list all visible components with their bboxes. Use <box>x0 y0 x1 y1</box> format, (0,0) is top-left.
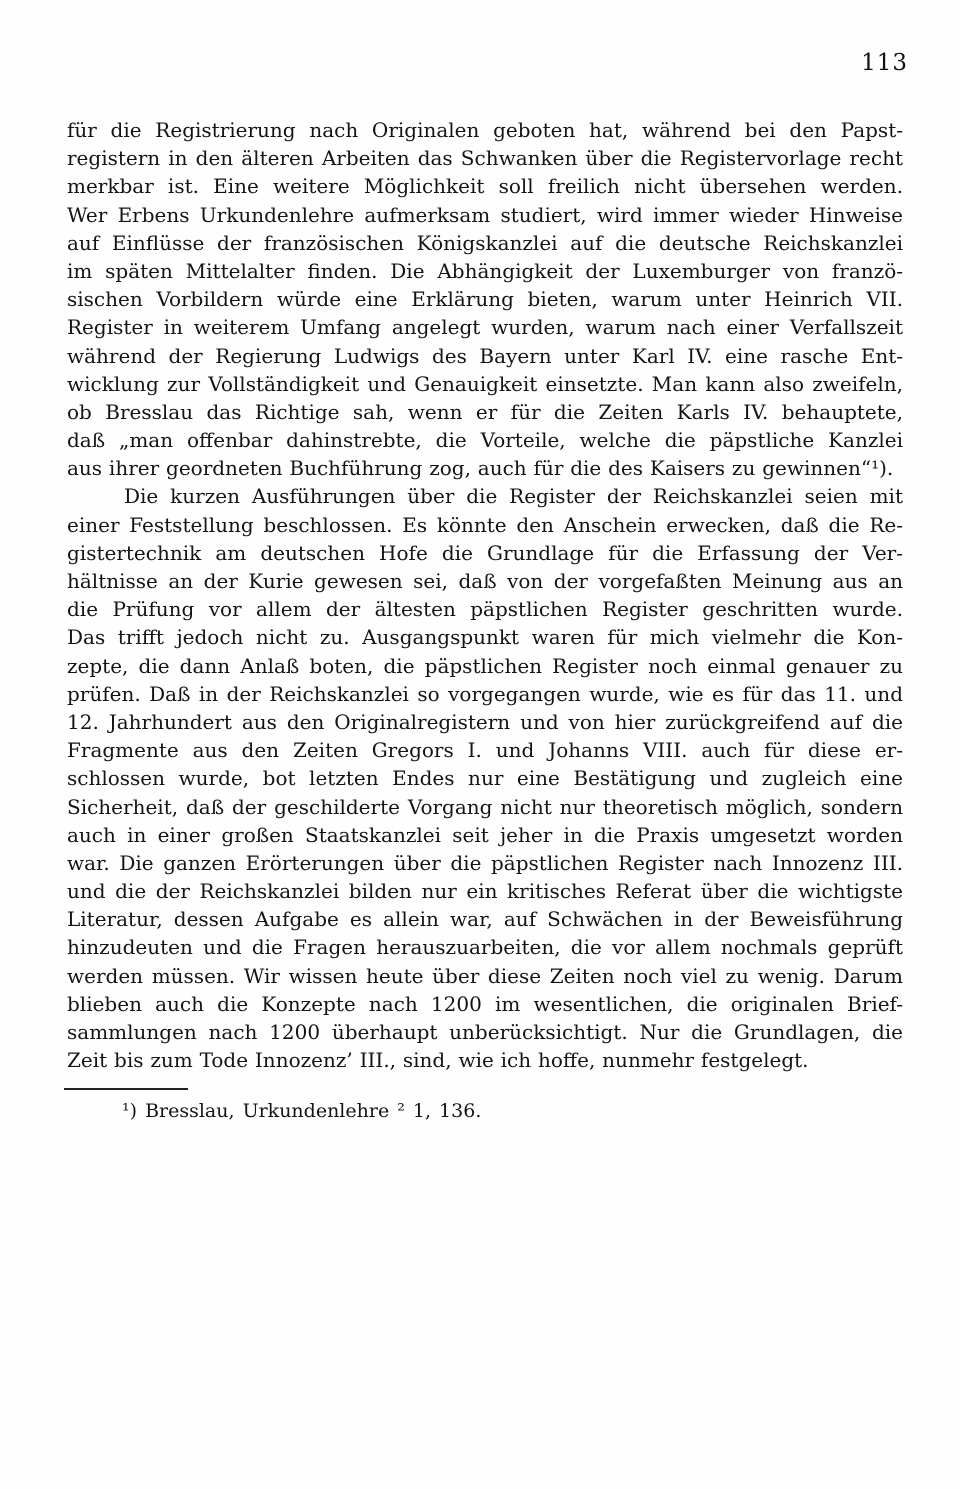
text-line: Sicherheit, daß der geschilderte Vorgang nicht nur theoretisch möglich, sondern <box>67 794 903 819</box>
text-line: 12. Jahrhundert aus den Originalregistern und von hier zurückgreifend auf die <box>67 709 903 734</box>
text-line: Literatur, dessen Aufgabe es allein war, auf Schwächen in der Beweisführung <box>67 907 903 932</box>
text-line: auf Einflüsse der französischen Königskanzlei auf die deutsche Reichskanzlei <box>67 230 903 255</box>
body-text <box>67 116 903 1074</box>
text-line: hinzudeuten und die Fragen herauszuarbeiten, die vor allem nochmals geprüft <box>67 935 903 960</box>
text-line: und die der Reichskanzlei bilden nur ein kritisches Referat über die wichtigste <box>67 879 903 904</box>
text-line: aus ihrer geordneten Buchführung zog, auch für die des Kaisers zu gewinnen“¹). <box>67 456 894 481</box>
footnote-divider <box>64 1088 188 1090</box>
text-line: im späten Mittelalter finden. Die Abhängigkeit der Luxemburger von franzö- <box>67 258 903 283</box>
text-line: schlossen wurde, bot letzten Endes nur eine Bestätigung und zugleich eine <box>67 766 903 791</box>
page-number: 113 <box>861 50 908 76</box>
text-line: ob Bresslau das Richtige sah, wenn er für die Zeiten Karls IV. behauptete, <box>67 399 903 424</box>
text-line: auch in einer großen Staatskanzlei seit jeher in die Praxis umgesetzt worden <box>67 822 903 847</box>
text-line: wicklung zur Vollständigkeit und Genauigkeit einsetzte. Man kann also zweifeln, <box>67 371 903 396</box>
text-line: hältnisse an der Kurie gewesen sei, daß von der vorgefaßten Meinung aus an <box>67 569 903 593</box>
text-line: während der Regierung Ludwigs des Bayern unter Karl IV. eine rasche Ent- <box>67 343 903 368</box>
text-line: Fragmente aus den Zeiten Gregors I. und Johanns VIII. auch für diese er- <box>67 738 903 763</box>
text-line: zepte, die dann Anlaß boten, die päpstlichen Register noch einmal genauer zu <box>67 653 903 678</box>
text-line: daß „man offenbar dahinstrebte, die Vorteile, welche die päpstliche Kanzlei <box>67 428 903 453</box>
text-line: Das trifft jedoch nicht zu. Ausgangspunkt waren für mich vielmehr die Kon- <box>67 625 903 650</box>
footnote: ¹) Bresslau, Urkundenlehre ² 1, 136. <box>122 1100 482 1122</box>
text-line: einer Feststellung beschlossen. Es könnte den Anschein erwecken, daß die Re- <box>67 512 903 537</box>
text-line: sischen Vorbildern würde eine Erklärung bieten, warum unter Heinrich VII. <box>67 287 903 312</box>
text-line: Register in weiterem Umfang angelegt wurden, warum nach einer Verfallszeit <box>67 315 903 340</box>
text-line: merkbar ist. Eine weitere Möglichkeit soll freilich nicht übersehen werden. <box>67 174 903 199</box>
text-line: Die kurzen Ausführungen über die Register der Reichskanzlei seien mit <box>124 484 903 509</box>
text-line: werden müssen. Wir wissen heute über diese Zeiten noch viel zu wenig. Darum <box>67 963 903 988</box>
text-line: war. Die ganzen Erörterungen über die päpstlichen Register nach Innozenz III. <box>67 850 903 875</box>
text-line: prüfen. Daß in der Reichskanzlei so vorgegangen wurde, wie es für das 11. und <box>67 681 903 706</box>
text-line: für die Registrierung nach Originalen geboten hat, während bei den Papst- <box>67 118 903 142</box>
text-line: registern in den älteren Arbeiten das Schwanken über die Registervorlage recht <box>67 146 903 171</box>
text-line: Zeit bis zum Tode Innozenz’ III., sind, wie ich hoffe, nunmehr festgelegt. <box>67 1048 809 1073</box>
text-line: die Prüfung vor allem der ältesten päpstlichen Register geschritten wurde. <box>67 597 903 622</box>
text-line: sammlungen nach 1200 überhaupt unberücksichtigt. Nur die Grundlagen, die <box>67 1020 903 1044</box>
text-line: gistertechnik am deutschen Hofe die Grundlage für die Erfassung der Ver- <box>67 540 903 565</box>
text-line: blieben auch die Konzepte nach 1200 im wesentlichen, die originalen Brief- <box>67 991 903 1016</box>
text-line: Wer Erbens Urkundenlehre aufmerksam studiert, wird immer wieder Hinweise <box>67 202 903 227</box>
